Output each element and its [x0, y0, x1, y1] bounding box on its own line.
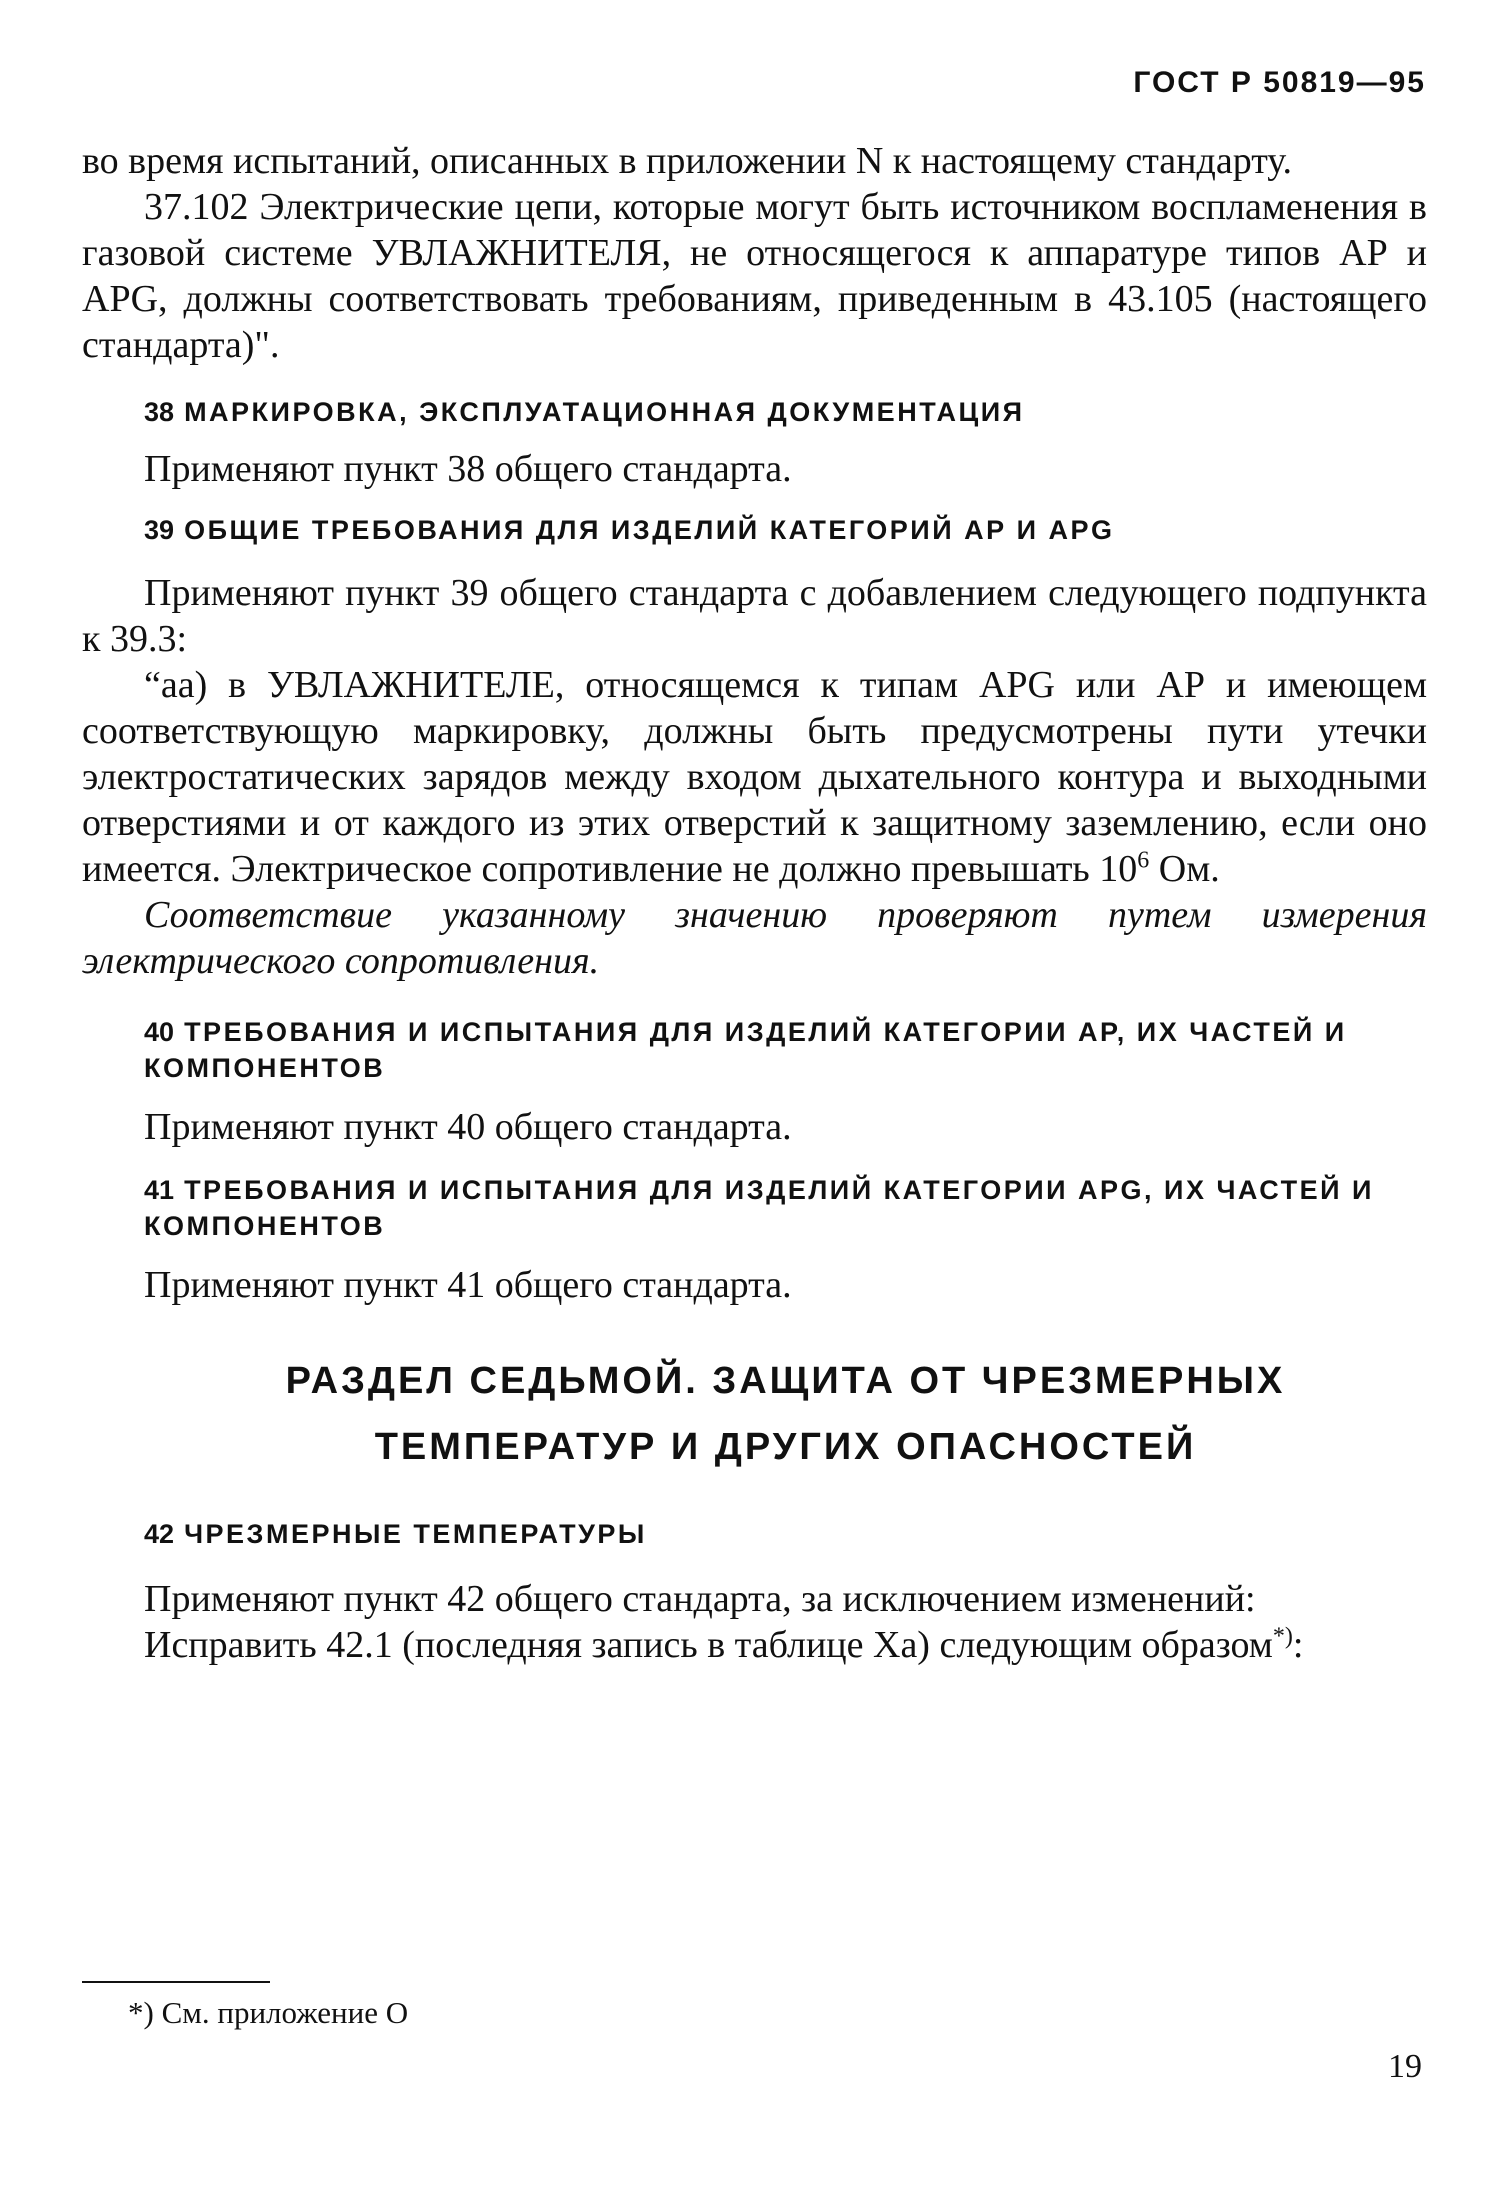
part-heading-line-1: РАЗДЕЛ СЕДЬМОЙ. ЗАЩИТА ОТ ЧРЕЗМЕРНЫХ — [285, 1360, 1286, 1402]
paragraph-39-intro: Применяют пункт 39 общего стандарта с добавлением следующего подпункта к 39.3: — [82, 572, 1427, 660]
section-title: ТРЕБОВАНИЯ И ИСПЫТАНИЯ ДЛЯ ИЗДЕЛИЙ КАТЕГОРИИ APG, ИХ ЧАСТЕЙ И КОМПОНЕНТОВ — [144, 1175, 1374, 1241]
page-content — [82, 138, 1427, 1668]
section-number: 41 — [144, 1175, 175, 1205]
document-header: ГОСТ Р 50819—95 — [1133, 66, 1426, 99]
section-number: 39 — [144, 515, 175, 545]
paragraph-42-intro: Применяют пункт 42 общего стандарта, за исключением изменений: — [144, 1578, 1256, 1620]
paragraph-39-compliance: Соответствие указанному значению проверяют путем измерения электрического сопротивления. — [82, 894, 1427, 982]
section-title: ОБЩИЕ ТРЕБОВАНИЯ ДЛЯ ИЗДЕЛИЙ КАТЕГОРИЙ АР И APG — [184, 515, 1115, 545]
paragraph-text: “аа) в УВЛАЖНИТЕЛЕ, относящемся к типам APG или АР и имеющем соответствующую маркировку, должны быть предусмотрены пути утечки электростатических зарядов между входом дыхательного контура и выходными отверстиями и от каждого из этих отверстий к защитному заземлению, если оно имеется. Электрическое сопротивление не должно превышать 10 — [82, 664, 1427, 890]
paragraph-42-1 — [82, 1622, 1427, 1668]
paragraph-39-aa — [82, 662, 1427, 892]
page-number: 19 — [1388, 2048, 1422, 2085]
section-heading-42 — [82, 1516, 1427, 1552]
section-number: 42 — [144, 1519, 175, 1549]
section-number: 38 — [144, 397, 175, 427]
unit-text: Ом. — [1149, 848, 1220, 890]
section-heading-41 — [82, 1172, 1427, 1244]
section-title: МАРКИРОВКА, ЭКСПЛУАТАЦИОННАЯ ДОКУМЕНТАЦИЯ — [184, 397, 1025, 427]
paragraph-continuation: во время испытаний, описанных в приложении N к настоящему стандарту. — [82, 140, 1293, 182]
footnote-marker[interactable]: *) — [1272, 1623, 1293, 1650]
exponent: 6 — [1137, 847, 1150, 874]
section-heading-38 — [82, 394, 1427, 430]
paragraph-40: Применяют пункт 40 общего стандарта. — [144, 1106, 792, 1148]
footnote-divider — [82, 1981, 270, 1983]
section-heading-40 — [82, 1014, 1427, 1086]
paragraph-38: Применяют пункт 38 общего стандарта. — [144, 448, 792, 490]
section-number: 40 — [144, 1017, 175, 1047]
part-heading — [82, 1348, 1427, 1480]
paragraph-41: Применяют пункт 41 общего стандарта. — [144, 1264, 792, 1306]
paragraph-text: Исправить 42.1 (последняя запись в таблице Xa) следующим образом — [144, 1624, 1273, 1666]
section-title: ТРЕБОВАНИЯ И ИСПЫТАНИЯ ДЛЯ ИЗДЕЛИЙ КАТЕГОРИИ АР, ИХ ЧАСТЕЙ И КОМПОНЕНТОВ — [144, 1017, 1347, 1083]
footnote: *) См. приложение О — [128, 1995, 409, 2030]
section-title: ЧРЕЗМЕРНЫЕ ТЕМПЕРАТУРЫ — [184, 1519, 647, 1549]
section-heading-39 — [82, 512, 1427, 548]
paragraph-37-102: 37.102 Электрические цепи, которые могут быть источником воспламенения в газовой системе УВЛАЖНИТЕЛЯ, не относящегося к аппаратуре типов АР и APG, должны соответствовать требованиям, приведенным в 43.105 (настоящего стандарта)". — [82, 186, 1427, 366]
colon: : — [1292, 1624, 1304, 1666]
part-heading-line-2: ТЕМПЕРАТУР И ДРУГИХ ОПАСНОСТЕЙ — [374, 1426, 1197, 1468]
